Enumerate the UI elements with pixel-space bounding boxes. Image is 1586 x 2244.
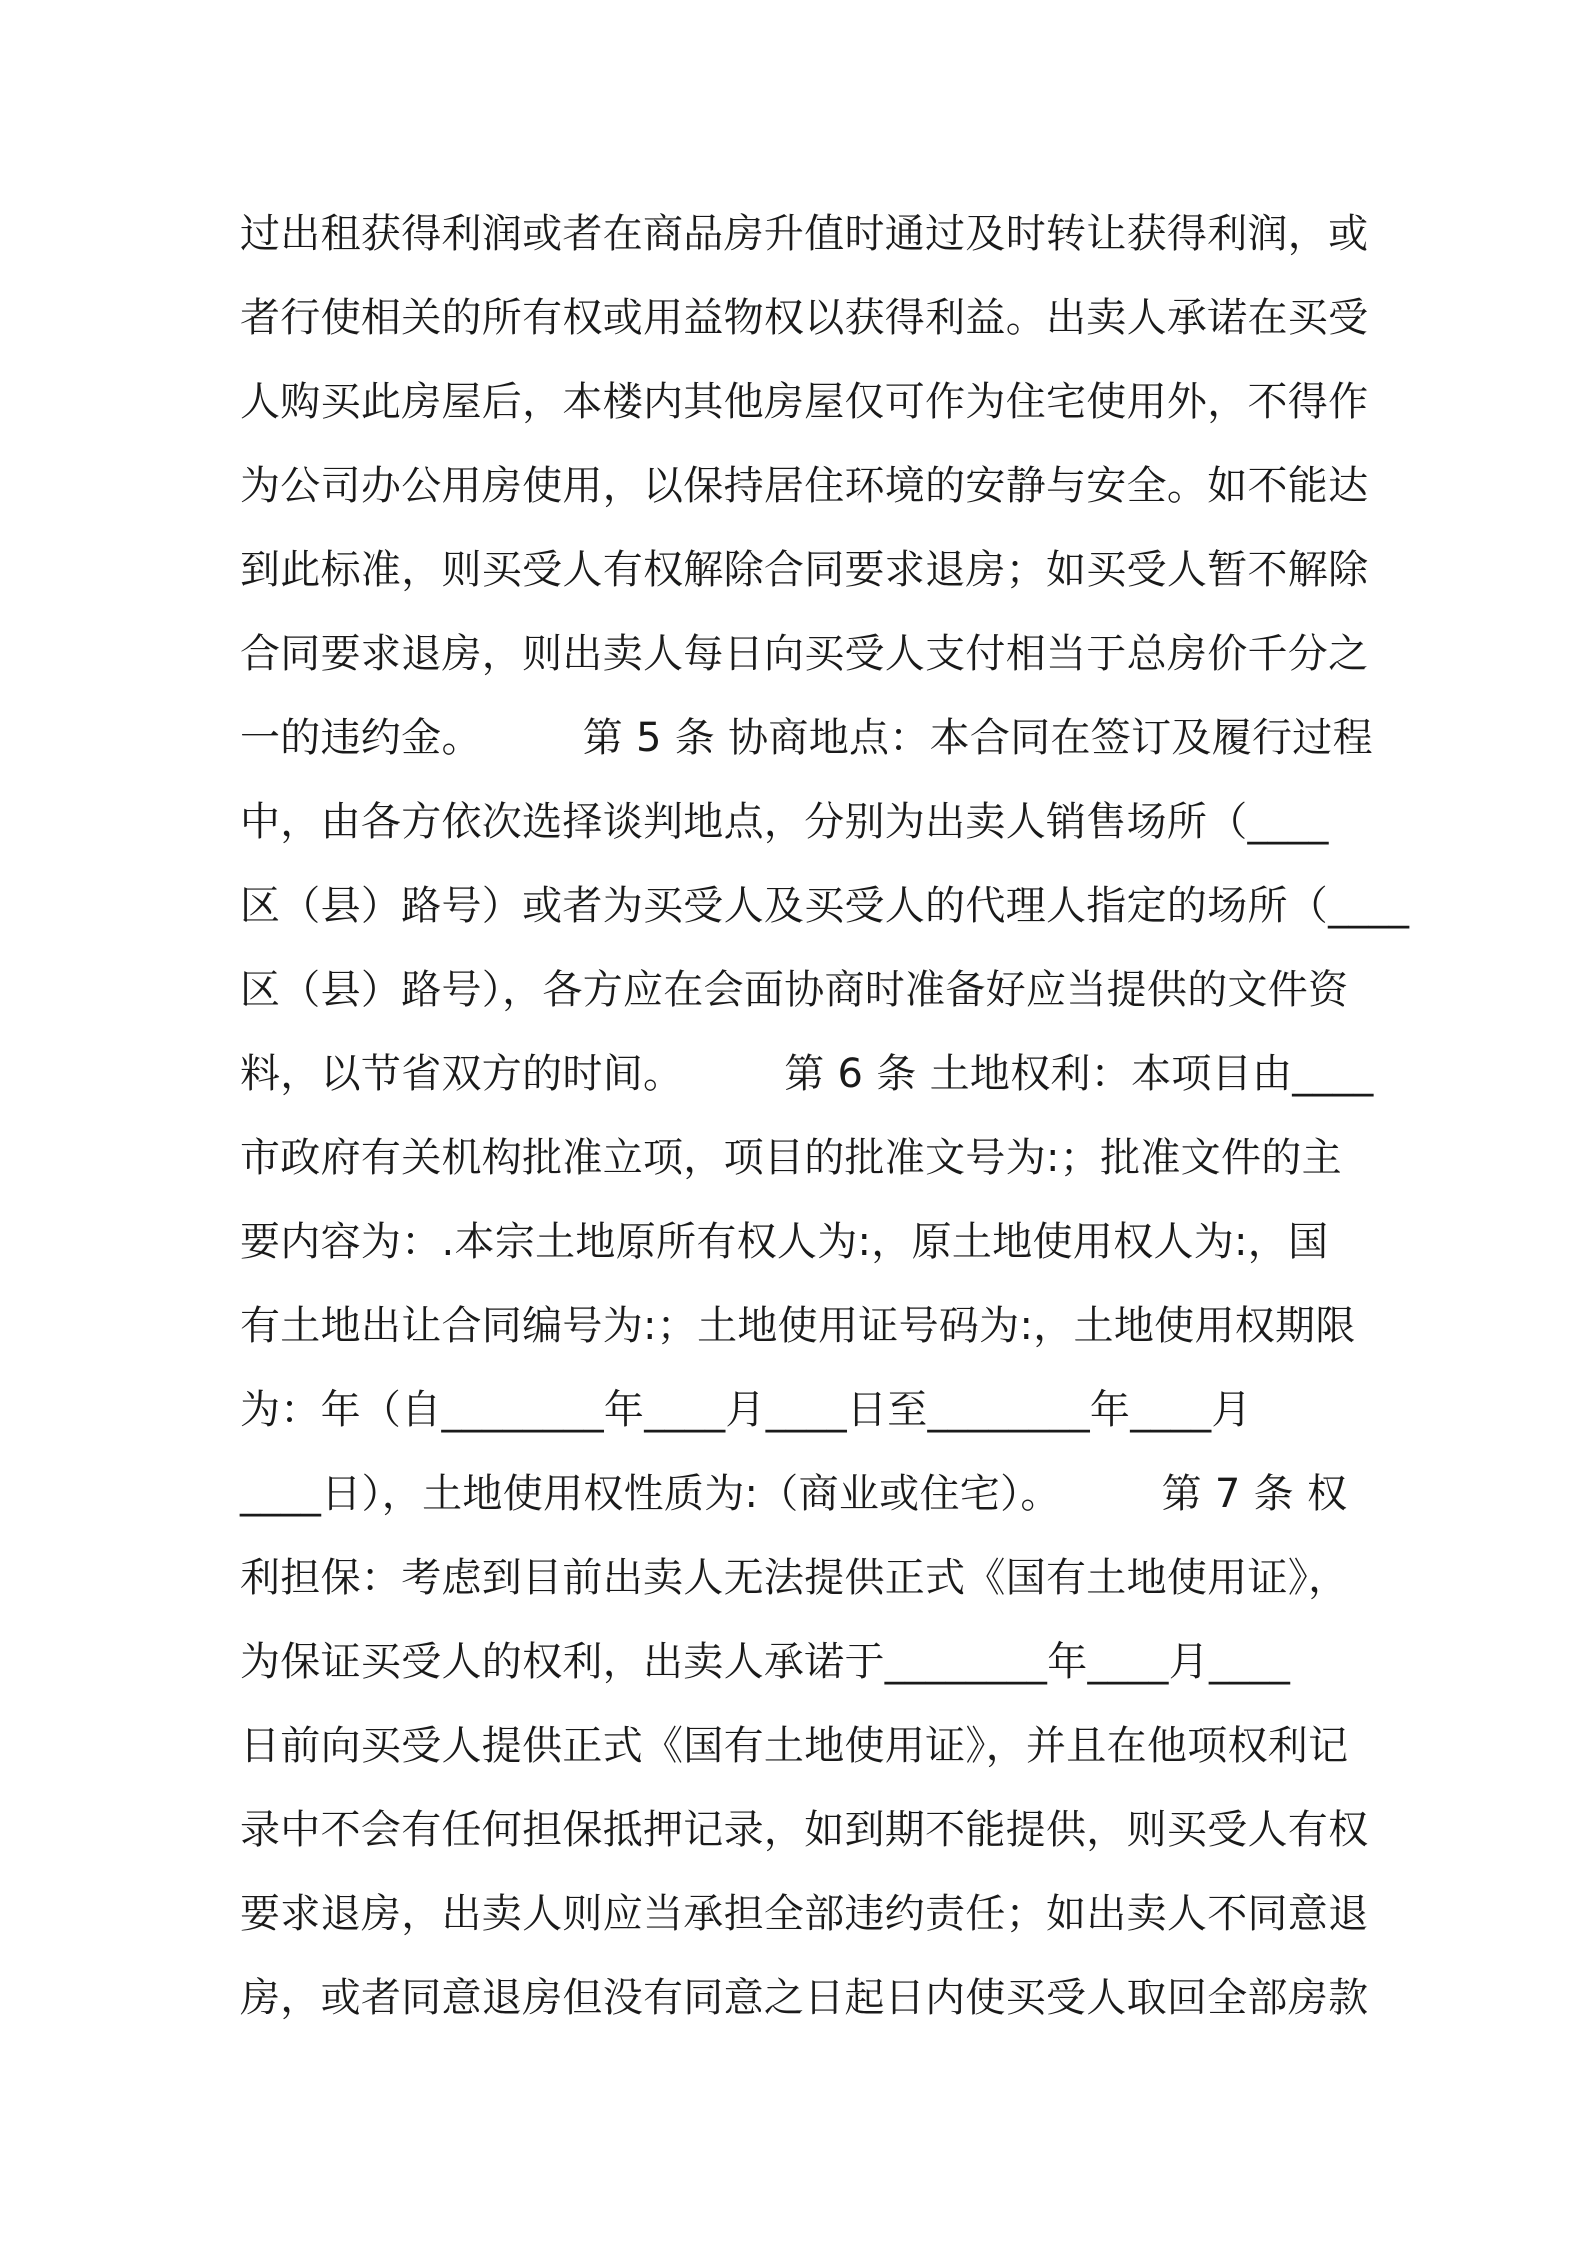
text-line: 要内容为：.本宗土地原所有权人为:，原土地使用权人为:，国 (240, 1219, 1329, 1265)
text-line: 日前向买受人提供正式《国有土地使用证》，并且在他项权利记 (240, 1723, 1349, 1769)
text-line: 过出租获得利润或者在商品房升值时通过及时转让获得利润，或 (240, 211, 1369, 257)
text-line: 料，以节省双方的时间。 第 6 条 土地权利：本项目由____ (240, 1051, 1374, 1097)
text-line: 为公司办公用房使用，以保持居住环境的安静与安全。如不能达 (240, 463, 1369, 509)
text-line: 区（县）路号）或者为买受人及买受人的代理人指定的场所（____ (240, 883, 1410, 929)
text-line: 人购买此房屋后，本楼内其他房屋仅可作为住宅使用外，不得作 (240, 379, 1369, 425)
text-line: 录中不会有任何担保抵押记录，如到期不能提供，则买受人有权 (240, 1807, 1369, 1853)
text-line: 要求退房，出卖人则应当承担全部违约责任；如出卖人不同意退 (240, 1891, 1369, 1937)
text-line: ____日），土地使用权性质为:（商业或住宅）。 第 7 条 权 (240, 1471, 1348, 1517)
text-line: 中，由各方依次选择谈判地点，分别为出卖人销售场所（____ (240, 799, 1329, 845)
text-line: 为保证买受人的权利，出卖人承诺于________年____月____ (240, 1639, 1291, 1685)
text-line: 一的违约金。 第 5 条 协商地点：本合同在签订及履行过程 (240, 715, 1373, 761)
text-line: 利担保：考虑到目前出卖人无法提供正式《国有土地使用证》， (240, 1555, 1349, 1601)
text-line: 区（县）路号），各方应在会面协商时准备好应当提供的文件资 (240, 967, 1349, 1013)
text-line: 合同要求退房，则出卖人每日向买受人支付相当于总房价千分之 (240, 631, 1369, 677)
text-line: 有土地出让合同编号为:；土地使用证号码为:，土地使用权期限 (240, 1303, 1356, 1349)
text-line: 者行使相关的所有权或用益物权以获得利益。出卖人承诺在买受 (240, 295, 1369, 341)
text-line: 到此标准，则买受人有权解除合同要求退房；如买受人暂不解除 (240, 547, 1369, 593)
text-line: 房，或者同意退房但没有同意之日起日内使买受人取回全部房款 (240, 1975, 1369, 2021)
text-line: 市政府有关机构批准立项，项目的批准文号为:；批准文件的主 (240, 1135, 1342, 1181)
text-line: 为：年（自________年____月____日至________年____月 (240, 1387, 1252, 1433)
